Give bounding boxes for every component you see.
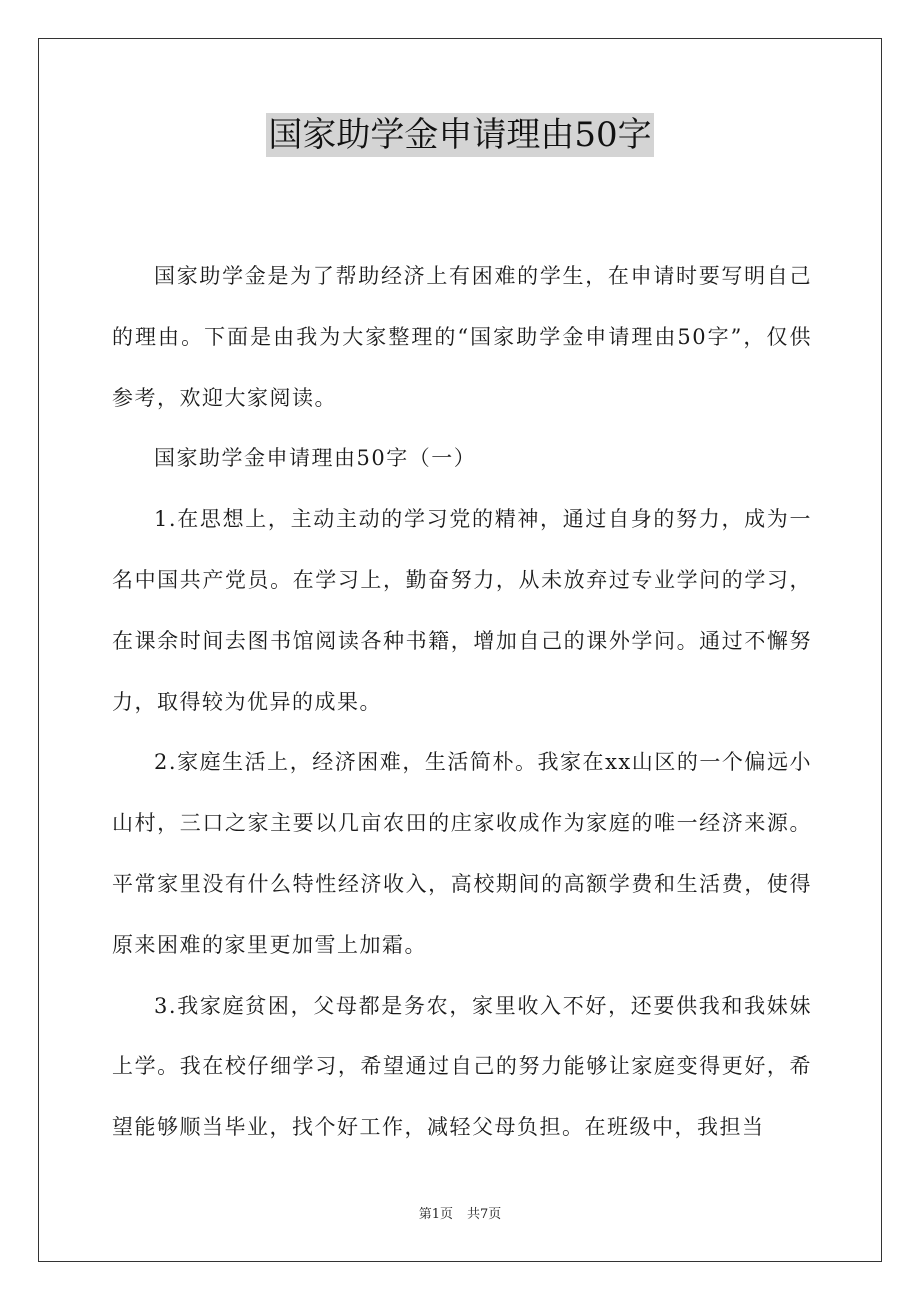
- page-number: 第1页: [418, 1207, 453, 1222]
- section-heading: 国家助学金申请理由50字（一）: [154, 446, 477, 471]
- title-container: [0, 113, 920, 157]
- page-footer: [0, 1206, 920, 1224]
- reason-paragraph-3: 3.我家庭贫困，父母都是务农，家里收入不好，还要供我和我妹妹上学。我在校仔细学习，希望通过自己的努力能够让家庭变得更好，希望能够顺当毕业，找个好工作，减轻父母负担。在班级中，我担当: [112, 993, 812, 1140]
- reason-paragraph-1: 1.在思想上，主动主动的学习党的精神，通过自身的努力，成为一名中国共产党员。在学习上，勤奋努力，从未放弃过专业学问的学习，在课余时间去图书馆阅读各种书籍，增加自己的课外学问。通过不懈努力，取得较为优异的成果。: [112, 507, 812, 714]
- page-total: 共7页: [467, 1207, 502, 1222]
- document-body: [112, 246, 812, 1158]
- intro-paragraph: 国家助学金是为了帮助经济上有困难的学生，在申请时要写明自己的理由。下面是由我为大家整理的“国家助学金申请理由50字”，仅供参考，欢迎大家阅读。: [112, 264, 812, 410]
- reason-paragraph-2: 2.家庭生活上，经济困难，生活简朴。我家在xx山区的一个偏远小山村，三口之家主要以几亩农田的庄家收成作为家庭的唯一经济来源。平常家里没有什么特性经济收入，高校期间的高额学费和生活费，使得原来困难的家里更加雪上加霜。: [112, 750, 812, 957]
- document-title: 国家助学金申请理由50字: [268, 115, 652, 155]
